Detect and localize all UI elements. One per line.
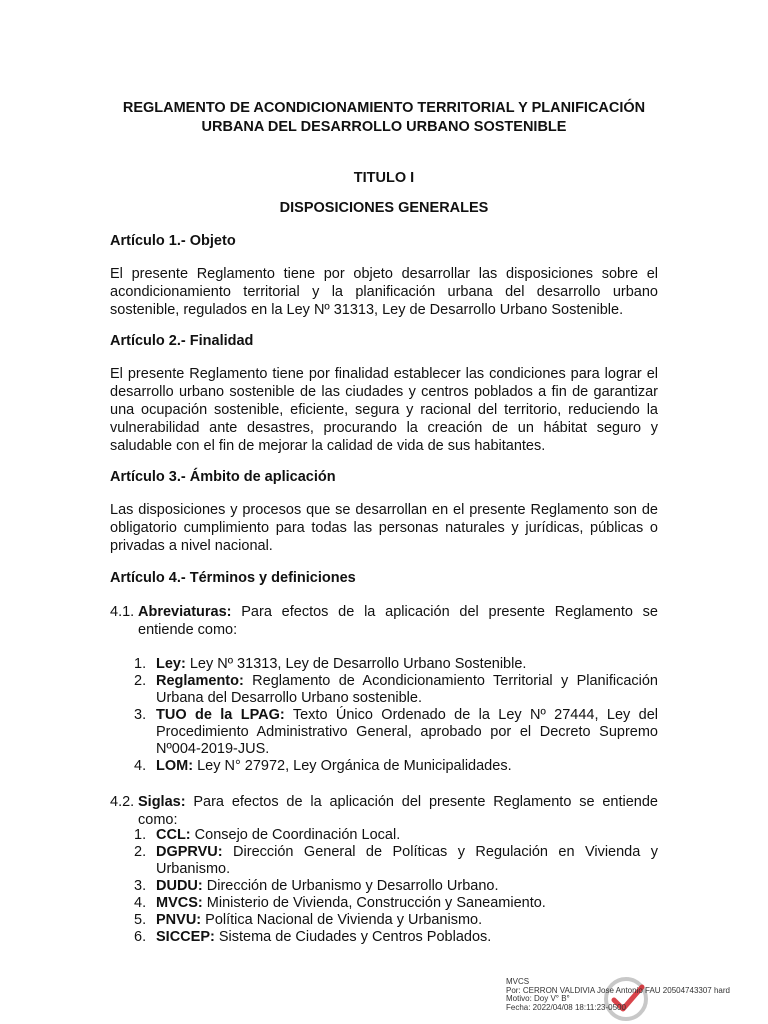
article-2-text: El presente Reglamento tiene por finalidad establecer las condiciones para lograr el desarrollo urbano sostenible de las ciudades y centros poblados a fin de garantizar una ocupación sostenible, eficiente, segura y racional del territorio, reduciendo la vulnerabilidad ante desastres, procurando la creación de un hábitat seguro y saludable con el fin de mejorar la calidad de vida de sus habitantes. — [110, 366, 658, 454]
list-item — [134, 895, 658, 912]
list-item-term: Reglamento: — [156, 673, 244, 689]
list-item-term: SICCEP: — [156, 929, 215, 945]
list-item-definition: Dirección General de Políticas y Regulación en Vivienda y Urbanismo. — [156, 844, 658, 877]
list-item-term: PNVU: — [156, 912, 202, 928]
list-item-term: CCL: — [156, 827, 191, 843]
list-item-definition: Dirección de Urbanismo y Desarrollo Urbano. — [202, 878, 499, 894]
list-item-term: MVCS: — [156, 895, 203, 911]
section-4-1-body: Para efectos de la aplicación del presente Reglamento se entiende como: — [138, 604, 658, 638]
list-item-number: 2. — [134, 673, 147, 689]
section-4-2-body: Para efectos de la aplicación del presente Reglamento se entiende como: — [138, 794, 658, 828]
list-item-definition: Reglamento de Acondicionamiento Territorial y Planificación Urbana del Desarrollo Urbano sostenible. — [156, 673, 658, 706]
list-item — [134, 827, 658, 844]
list-item — [134, 844, 658, 878]
list-item — [134, 656, 658, 673]
document-title-line-1: REGLAMENTO DE ACONDICIONAMIENTO TERRITORIAL Y PLANIFICACIÓN — [122, 100, 646, 116]
article-1-text: El presente Reglamento tiene por objeto desarrollar las disposiciones sobre el acondicionamiento territorial y la planificación urbana del desarrollo urbano sostenible, regulados en la Ley Nº 31313, Ley de Desarrollo Urbano Sostenible. — [110, 266, 658, 318]
list-item-definition: Texto Único Ordenado de la Ley Nº 27444, Ley del Procedimiento Administrativo General, aprobado por el Decreto Supremo Nº004-2019-JUS. — [156, 707, 658, 757]
section-4-2 — [110, 793, 658, 829]
article-3-text: Las disposiciones y procesos que se desarrollan en el presente Reglamento son de obligatorio cumplimiento para todas las personas naturales y jurídicas, públicas o privadas a nivel nacional. — [110, 502, 658, 554]
section-4-1-label: Abreviaturas: — [138, 604, 232, 620]
subtitulo-heading: DISPOSICIONES GENERALES — [279, 200, 489, 216]
section-4-2-text — [138, 793, 658, 829]
list-item-term: Ley: — [156, 656, 186, 672]
list-item-number: 1. — [134, 827, 147, 843]
list-item-term: DUDU: — [156, 878, 203, 894]
section-4-1-number: 4.1. — [110, 604, 135, 620]
titulo-heading: TITULO I — [353, 170, 415, 186]
list-item — [134, 707, 658, 758]
list-item-definition: Consejo de Coordinación Local. — [190, 827, 401, 843]
section-4-1 — [110, 603, 658, 639]
signature-line-3: Motivo: Doy V° B° — [506, 994, 570, 1003]
list-item — [134, 673, 658, 707]
section-4-1-text — [138, 603, 658, 639]
article-2-heading: Artículo 2.- Finalidad — [110, 333, 254, 349]
list-item — [134, 912, 658, 929]
list-item-definition: Sistema de Ciudades y Centros Poblados. — [214, 929, 492, 945]
list-item — [134, 878, 658, 895]
list-item-number: 4. — [134, 895, 147, 911]
signature-line-1: MVCS — [506, 977, 530, 986]
list-item-definition: Ley Nº 31313, Ley de Desarrollo Urbano Sostenible. — [185, 656, 527, 672]
siglas-list — [134, 827, 658, 946]
document-title — [110, 99, 658, 137]
section-4-2-label: Siglas: — [138, 794, 186, 810]
list-item-number: 6. — [134, 929, 147, 945]
signature-text — [506, 978, 730, 1012]
digital-signature-stamp — [506, 975, 768, 1024]
list-item-number: 3. — [134, 878, 147, 894]
list-item-number: 4. — [134, 758, 147, 774]
list-item — [134, 758, 658, 775]
list-item-term: TUO de la LPAG: — [156, 707, 285, 723]
article-4-heading: Artículo 4.- Términos y definiciones — [110, 570, 356, 586]
article-3-heading: Artículo 3.- Ámbito de aplicación — [110, 469, 336, 485]
list-item-definition: Política Nacional de Vivienda y Urbanismo. — [201, 912, 483, 928]
list-item-definition: Ministerio de Vivienda, Construcción y Saneamiento. — [202, 895, 546, 911]
list-item-term: LOM: — [156, 758, 194, 774]
list-item-number: 3. — [134, 707, 147, 723]
signature-line-2: Por: CERRON VALDIVIA Jose Antonio FAU 20504743307 hard — [506, 985, 730, 995]
section-4-2-number: 4.2. — [110, 794, 135, 810]
list-item — [134, 929, 658, 946]
list-item-term: DGPRVU: — [156, 844, 223, 860]
document-title-line-2: URBANA DEL DESARROLLO URBANO SOSTENIBLE — [201, 119, 567, 135]
list-item-definition: Ley N° 27972, Ley Orgánica de Municipalidades. — [193, 758, 512, 774]
list-item-number: 1. — [134, 656, 147, 672]
list-item-number: 5. — [134, 912, 147, 928]
signature-line-4: Fecha: 2022/04/08 18:11:23-0500 — [506, 1002, 626, 1012]
article-1-heading: Artículo 1.- Objeto — [110, 233, 236, 249]
abreviaturas-list — [134, 656, 658, 775]
list-item-number: 2. — [134, 844, 147, 860]
